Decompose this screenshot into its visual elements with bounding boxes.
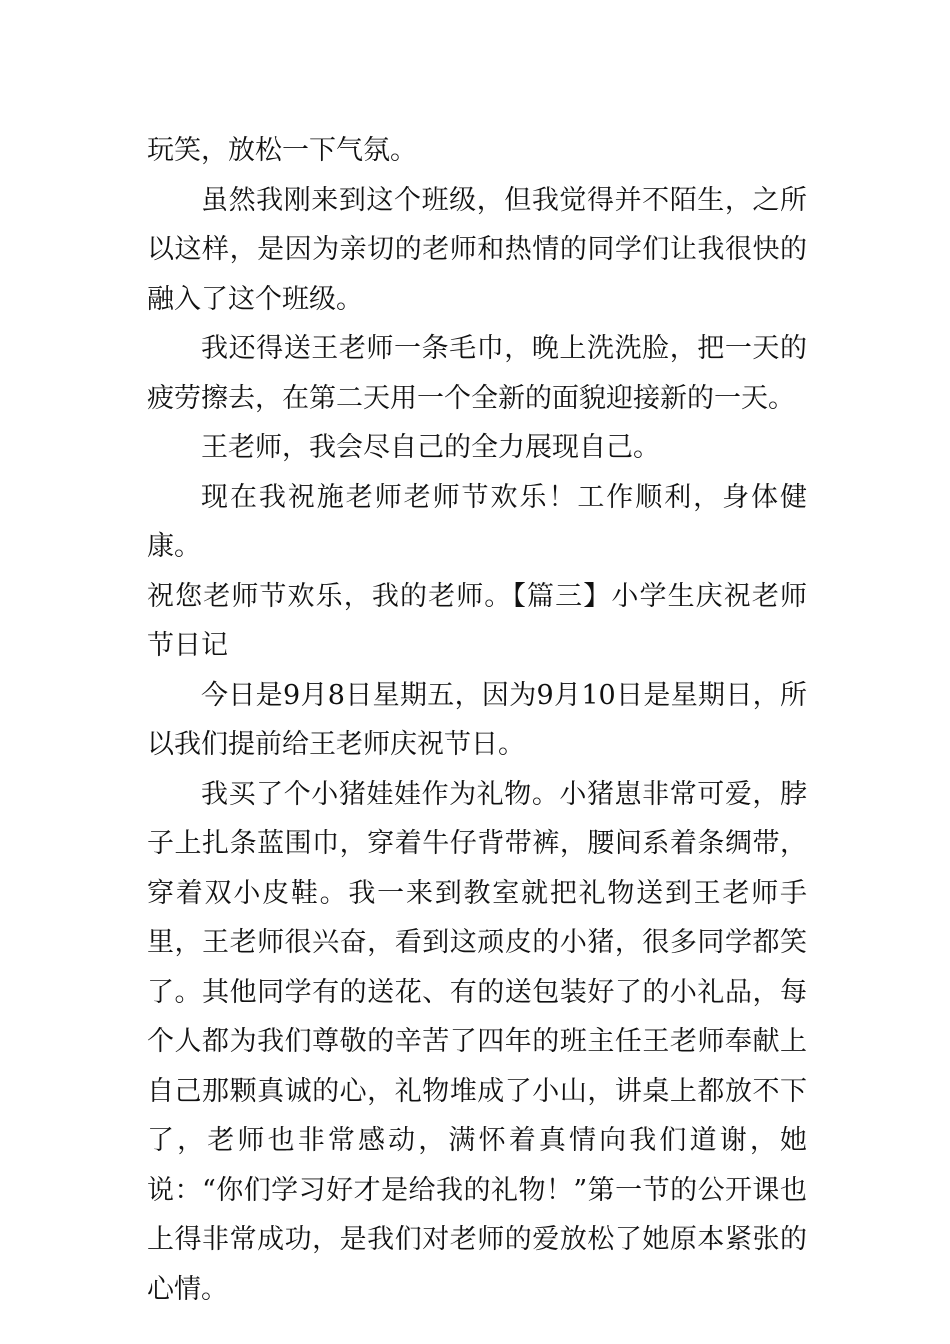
paragraph-with-section-heading: 祝您老师节欢乐，我的老师。【篇三】小学生庆祝老师节日记 <box>147 580 807 661</box>
paragraph: 我买了个小猪娃娃作为礼物。小猪崽非常可爱，脖子上扎条蓝围巾，穿着牛仔背带裤，腰间系着条绸带，穿着双小皮鞋。我一来到教室就把礼物送到王老师手里，王老师很兴奋，看到这顽皮的小猪，很多同学都笑了。其他同学有的送花、有的送包装好了的小礼品，每个人都为我们尊敬的辛苦了四年的班主任王老师奉献上自己那颗真诚的心，礼物堆成了小山，讲桌上都放不下了，老师也非常感动，满怀着真情向我们道谢，她说：“你们学习好才是给我的礼物！”第一节的公开课也上得非常成功，是我们对老师的爱放松了她原本紧张的心情。 <box>147 778 807 1305</box>
paragraph: 现在我祝施老师老师节欢乐！工作顺利，身体健康。 <box>147 481 807 562</box>
paragraph: 王老师，我会尽自己的全力展现自己。 <box>201 432 660 463</box>
paragraph: 我还得送王老师一条毛巾，晚上洗洗脸，把一天的疲劳擦去，在第二天用一个全新的面貌迎接新的一天。 <box>147 333 807 414</box>
paragraph-continued: 玩笑，放松一下气氛。 <box>147 135 417 166</box>
paragraph: 虽然我刚来到这个班级，但我觉得并不陌生，之所以这样，是因为亲切的老师和热情的同学们让我很快的融入了这个班级。 <box>147 184 807 315</box>
paragraph: 今日是9月8日星期五，因为9月10日是星期日，所以我们提前给王老师庆祝节日。 <box>147 679 807 760</box>
document-body <box>147 126 807 1314</box>
